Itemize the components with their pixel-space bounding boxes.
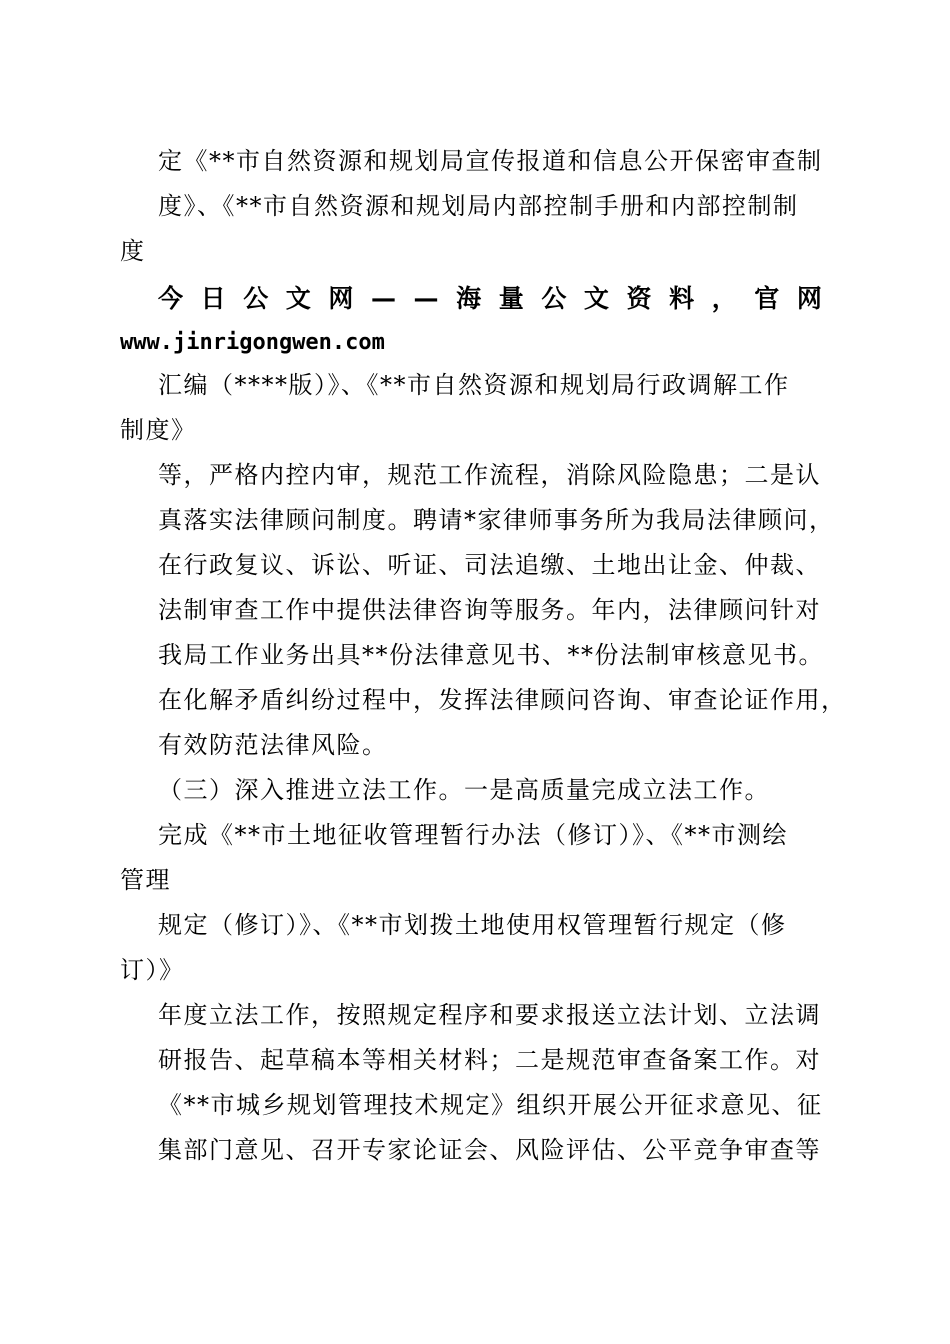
ad-title-char: 文 (583, 284, 609, 313)
paragraph-line: 在化解矛盾纠纷过程中，发挥法律顾问咨询、审查论证作用， (158, 686, 847, 714)
paragraph-line: 年度立法工作，按照规定程序和要求报送立法计划、立法调 (158, 1001, 821, 1029)
ad-title-char: 海 (456, 284, 482, 313)
ad-title-char: 料 (669, 284, 695, 313)
paragraph-line: 管理 (120, 866, 171, 894)
ad-title-char: 资 (626, 284, 652, 313)
ad-title-char: ， (711, 284, 737, 313)
paragraph-line: 法制审查工作中提供法律咨询等服务。年内，法律顾问针对 (158, 596, 821, 624)
paragraph-line: 等，严格内控内审，规范工作流程，消除风险隐患；二是认 (158, 461, 821, 489)
ad-title-char: — (413, 284, 439, 313)
ad-title-char: 文 (285, 284, 311, 313)
ad-title-char: 公 (541, 284, 567, 313)
paragraph-line: 我局工作业务出具**份法律意见书、**份法制审核意见书。 (158, 641, 824, 669)
ad-title-char: 网 (328, 284, 354, 313)
ad-title-char: 量 (498, 284, 524, 313)
paragraph-line: 规定（修订）》、《**市划拨土地使用权管理暂行规定（修 (158, 911, 787, 939)
paragraph-line: 订）》 (120, 956, 185, 984)
paragraph-line: 完成《**市土地征收管理暂行办法（修订）》、《**市测绘 (158, 821, 788, 849)
paragraph-line: 度 (120, 237, 146, 265)
ad-title-char: 公 (243, 284, 269, 313)
paragraph-line: 在行政复议、诉讼、听证、司法追缴、土地出让金、仲裁、 (158, 551, 821, 579)
ad-title-char: 官 (754, 284, 780, 313)
paragraph-line: 汇编（****版）》、《**市自然资源和规划局行政调解工作 (158, 371, 790, 399)
ad-banner-url[interactable]: www.jinrigongwen.com (120, 330, 385, 355)
section-heading-line: （三）深入推进立法工作。一是高质量完成立法工作。 (158, 776, 770, 804)
paragraph-line: 度》、《**市自然资源和规划局内部控制手册和内部控制制 (158, 192, 799, 220)
paragraph-line: 真落实法律顾问制度。聘请*家律师事务所为我局法律顾问， (158, 506, 835, 534)
paragraph-line: 有效防范法律风险。 (158, 731, 388, 759)
ad-banner-title (158, 283, 822, 315)
paragraph-line: 制度》 (120, 416, 197, 444)
paragraph-line: 研报告、起草稿本等相关材料；二是规范审查备案工作。对 (158, 1046, 821, 1074)
paragraph-line: 《**市城乡规划管理技术规定》组织开展公开征求意见、征 (158, 1091, 823, 1119)
ad-title-char: 网 (796, 284, 822, 313)
ad-title-char: — (370, 284, 396, 313)
ad-title-char: 日 (200, 284, 226, 313)
ad-title-char: 今 (158, 284, 184, 313)
paragraph-line: 定《**市自然资源和规划局宣传报道和信息公开保密审查制 (158, 147, 823, 175)
paragraph-line: 集部门意见、召开专家论证会、风险评估、公平竞争审查等 (158, 1136, 821, 1164)
